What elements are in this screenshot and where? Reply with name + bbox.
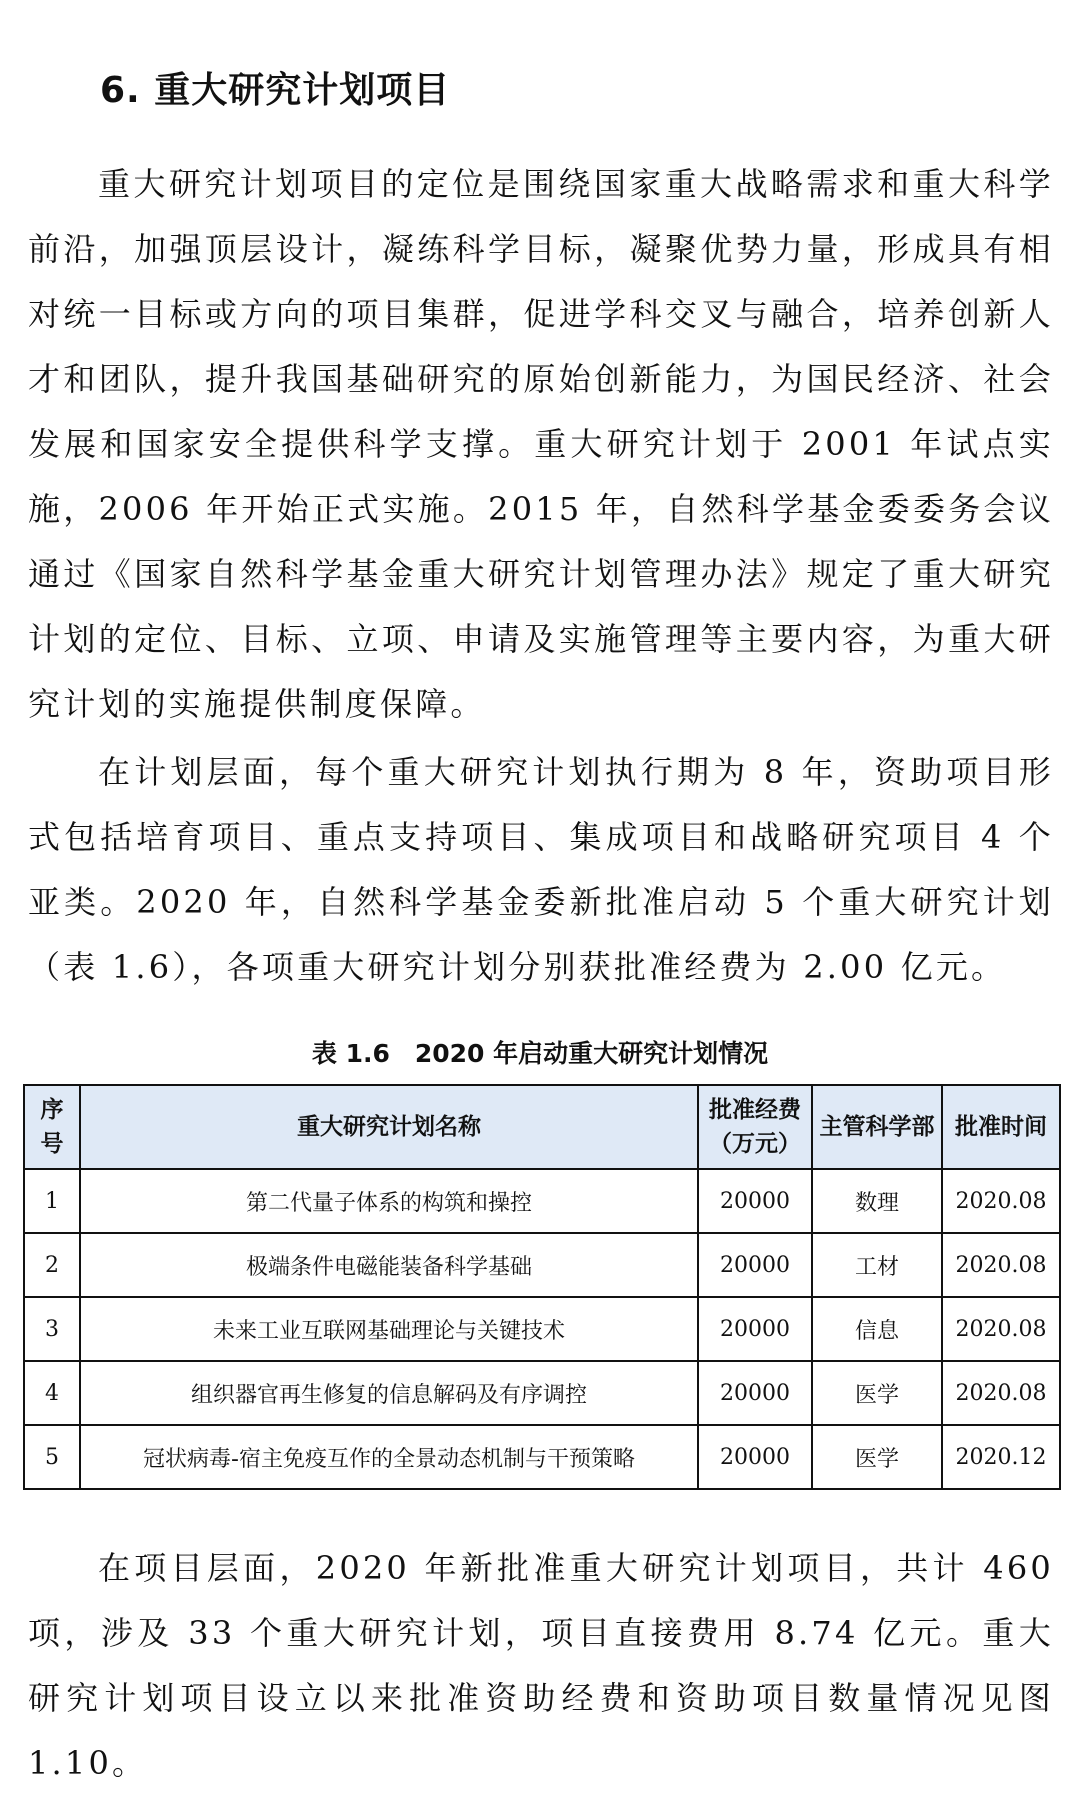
cell-date: 2020.08: [942, 1361, 1060, 1425]
cell-department: 信息: [812, 1297, 942, 1361]
header-index: 序号: [24, 1085, 80, 1169]
paragraph-2: 在计划层面，每个重大研究计划执行期为 8 年，资助项目形式包括培育项目、重点支持项目、集成项目和战略研究项目 4 个亚类。2020 年，自然科学基金委新批准启动 5 个重大研究计划（表 1.6），各项重大研究计划分别获批准经费为 2.00 亿元。: [28, 753, 1054, 986]
header-department: 主管科学部: [812, 1085, 942, 1169]
cell-index: 3: [24, 1297, 80, 1361]
paragraph-3: 在项目层面，2020 年新批准重大研究计划项目，共计 460 项，涉及 33 个重大研究计划，项目直接费用 8.74 亿元。重大研究计划项目设立以来批准资助经费和资助项目数量情况见图 1.10。: [28, 1549, 1054, 1782]
header-funding: 批准经费（万元）: [698, 1085, 812, 1169]
cell-index: 2: [24, 1233, 80, 1297]
cell-funding: 20000: [698, 1169, 812, 1233]
research-plan-table: [23, 1084, 1061, 1490]
cell-date: 2020.08: [942, 1233, 1060, 1297]
table-row: [24, 1297, 1060, 1361]
cell-funding: 20000: [698, 1297, 812, 1361]
cell-department: 工材: [812, 1233, 942, 1297]
cell-name: 未来工业互联网基础理论与关键技术: [80, 1297, 698, 1361]
table-row: [24, 1361, 1060, 1425]
table-caption: 表 1.6 2020 年启动重大研究计划情况: [311, 1039, 769, 1068]
paragraph-1: 重大研究计划项目的定位是围绕国家重大战略需求和重大科学前沿，加强顶层设计，凝练科学目标，凝聚优势力量，形成具有相对统一目标或方向的项目集群，促进学科交叉与融合，培养创新人才和团队，提升我国基础研究的原始创新能力，为国民经济、社会发展和国家安全提供科学支撑。重大研究计划于 2001 年试点实施，2006 年开始正式实施。2015 年，自然科学基金委委务会议通过《国家自然科学基金重大研究计划管理办法》规定了重大研究计划的定位、目标、立项、申请及实施管理等主要内容，为重大研究计划的实施提供制度保障。: [28, 165, 1054, 723]
cell-name: 第二代量子体系的构筑和操控: [80, 1169, 698, 1233]
cell-index: 4: [24, 1361, 80, 1425]
table-header-row: [24, 1085, 1060, 1169]
cell-name: 冠状病毒-宿主免疫互作的全景动态机制与干预策略: [80, 1425, 698, 1489]
cell-index: 5: [24, 1425, 80, 1489]
cell-department: 医学: [812, 1425, 942, 1489]
cell-date: 2020.08: [942, 1169, 1060, 1233]
cell-department: 医学: [812, 1361, 942, 1425]
cell-name: 组织器官再生修复的信息解码及有序调控: [80, 1361, 698, 1425]
section-heading: 6. 重大研究计划项目: [100, 70, 451, 111]
cell-department: 数理: [812, 1169, 942, 1233]
cell-date: 2020.12: [942, 1425, 1060, 1489]
cell-funding: 20000: [698, 1361, 812, 1425]
table-row: [24, 1233, 1060, 1297]
cell-funding: 20000: [698, 1233, 812, 1297]
header-date: 批准时间: [942, 1085, 1060, 1169]
table-row: [24, 1425, 1060, 1489]
header-name: 重大研究计划名称: [80, 1085, 698, 1169]
cell-date: 2020.08: [942, 1297, 1060, 1361]
table-row: [24, 1169, 1060, 1233]
cell-funding: 20000: [698, 1425, 812, 1489]
cell-index: 1: [24, 1169, 80, 1233]
cell-name: 极端条件电磁能装备科学基础: [80, 1233, 698, 1297]
